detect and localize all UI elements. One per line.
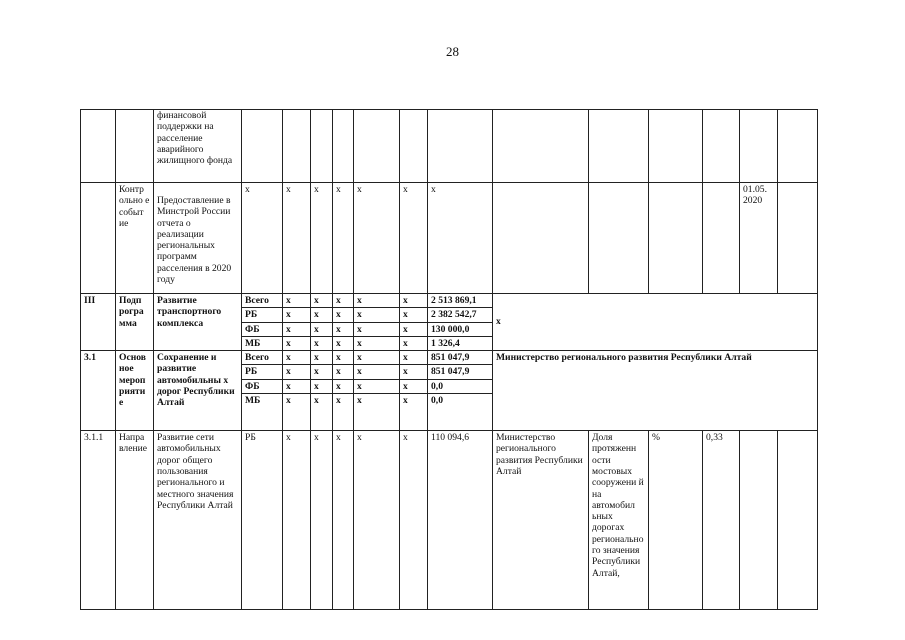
cell-indicator: Доля протяженн ости мостовых сооружени й на автомобил ьных дорогах регионально го значения Республики Алтай, bbox=[589, 431, 649, 610]
table-row-main-measure-mb: МБ x x x x x 0,0 bbox=[81, 394, 818, 431]
cell-unit: % bbox=[649, 431, 703, 610]
cell-name: Развитие сети автомобильных дорог общего пользования регионального и местного значения Республики Алтай bbox=[154, 431, 242, 610]
cell-total: 130 000,0 bbox=[428, 322, 493, 336]
cell-note: x bbox=[493, 294, 818, 351]
cell-total: 110 094,6 bbox=[428, 431, 493, 610]
cell-type: Основ ное мероп рияти е bbox=[116, 351, 154, 431]
table-row-subprogram: III Подп рогра мма Развитие транспортного комплекса Всего x x x x x 2 513 869,1 x bbox=[81, 294, 818, 308]
cell-source: Всего bbox=[242, 294, 283, 308]
cell-total: 2 382 542,7 bbox=[428, 308, 493, 322]
cell-x: x bbox=[333, 183, 354, 294]
cell-num: III bbox=[81, 294, 116, 351]
cell-source: РБ bbox=[242, 431, 283, 610]
cell-source: ФБ bbox=[242, 322, 283, 336]
page-number: 28 bbox=[446, 44, 459, 59]
table-row-subprogram-rb: РБ x x x x x 2 382 542,7 bbox=[81, 308, 818, 322]
cell-name: финансовой поддержки на расселение аварийного жилищного фонда bbox=[154, 110, 242, 183]
cell-source: МБ bbox=[242, 336, 283, 350]
cell-source: МБ bbox=[242, 394, 283, 431]
cell-x: x bbox=[283, 183, 311, 294]
table-row-top bbox=[81, 110, 818, 183]
cell-num: 3.1 bbox=[81, 351, 116, 431]
cell-x: x bbox=[311, 183, 333, 294]
cell-type: Контр ольно е событ ие bbox=[116, 183, 154, 294]
cell-source: РБ bbox=[242, 308, 283, 322]
table-row-direction: 3.1.1 Напра вление Развитие сети автомобильных дорог общего пользования регионального и местного значения Республики Алтай РБ x x x x x 110 094,6 Министерство регионального развития Республики Алтай Доля протяженн ости мостовых сооружени й на автомобил ьных дорогах регионально го значения Республики Алтай, % 0,33 bbox=[81, 431, 818, 610]
cell-source: Всего bbox=[242, 351, 283, 365]
cell-total: 851 047,9 bbox=[428, 351, 493, 365]
table-row-main-measure-rb: РБ x x x x x 851 047,9 bbox=[81, 365, 818, 379]
cell-name: Предоставление в Минстрой России отчета о реализации региональных программ расселения в 2020 году bbox=[154, 183, 242, 294]
cell-x: x bbox=[428, 183, 493, 294]
cell-source: РБ bbox=[242, 365, 283, 379]
table-row-subprogram-mb: МБ x x x x x 1 326,4 bbox=[81, 336, 818, 350]
cell-date: 01.05. 2020 bbox=[740, 183, 778, 294]
cell-type: Подп рогра мма bbox=[116, 294, 154, 351]
table-row-subprogram-fb: ФБ x x x x x 130 000,0 bbox=[81, 322, 818, 336]
cell-name: Развитие транспортного комплекса bbox=[154, 294, 242, 351]
cell-total: 851 047,9 bbox=[428, 365, 493, 379]
cell-total: 2 513 869,1 bbox=[428, 294, 493, 308]
cell-total: 1 326,4 bbox=[428, 336, 493, 350]
program-table bbox=[80, 109, 818, 610]
cell-executor: Министерство регионального развития Республики Алтай bbox=[493, 351, 818, 431]
cell-total: 0,0 bbox=[428, 379, 493, 393]
cell-name: Сохранение и развитие автомобильны х дорог Республики Алтай bbox=[154, 351, 242, 431]
table-row-main-measure: 3.1 Основ ное мероп рияти е Сохранение и развитие автомобильны х дорог Республики Алтай Всего x x x x x 851 047,9 Министерство регионального развития Республики Алтай bbox=[81, 351, 818, 365]
cell-type: Напра вление bbox=[116, 431, 154, 610]
cell-source: ФБ bbox=[242, 379, 283, 393]
cell-x: x bbox=[354, 183, 400, 294]
cell-num: 3.1.1 bbox=[81, 431, 116, 610]
cell-x: x bbox=[400, 183, 428, 294]
cell-x: x bbox=[242, 183, 283, 294]
cell-total: 0,0 bbox=[428, 394, 493, 431]
table-row-control-event bbox=[81, 183, 818, 294]
cell-value: 0,33 bbox=[703, 431, 740, 610]
cell-executor: Министерство регионального развития Республики Алтай bbox=[493, 431, 589, 610]
document-table-wrap bbox=[80, 109, 818, 610]
table-row-main-measure-fb: ФБ x x x x x 0,0 bbox=[81, 379, 818, 393]
